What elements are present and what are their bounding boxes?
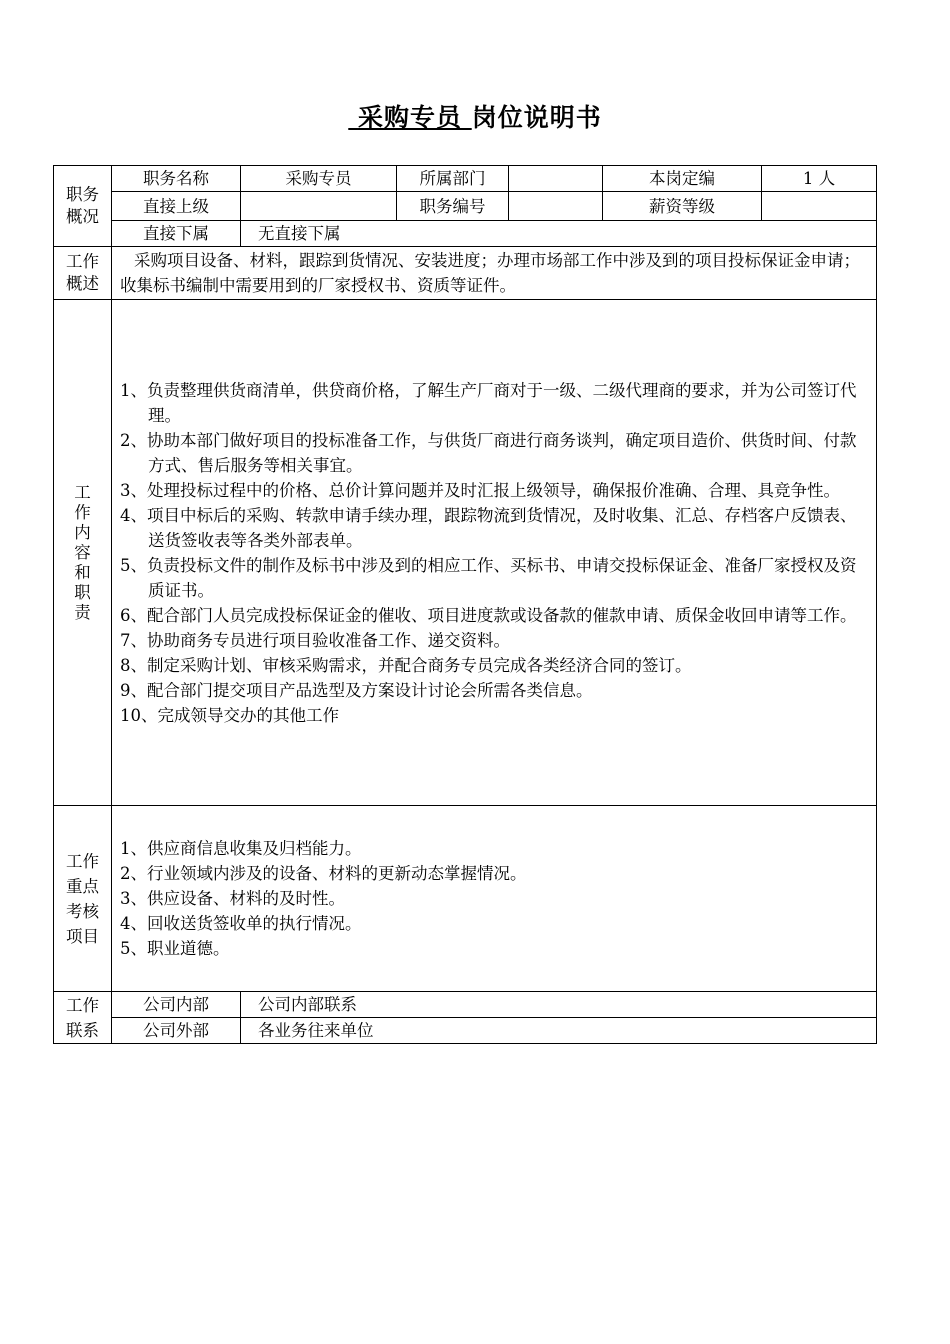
job-name-label: 职务名称 (112, 166, 241, 192)
headcount-label: 本岗定编 (603, 166, 762, 192)
salary-value (762, 192, 877, 221)
title-suffix: 岗位说明书 (471, 103, 602, 132)
internal-label: 公司内部 (112, 992, 241, 1018)
duty-item: 9、配合部门提交项目产品选型及方案设计讨论会所需各类信息。 (120, 680, 593, 700)
duty-item: 10、完成领导交办的其他工作 (120, 705, 339, 725)
internal-value: 公司内部联系 (241, 992, 877, 1018)
assessment-item: 2、行业领域内涉及的设备、材料的更新动态掌握情况。 (120, 864, 527, 883)
duty-item: 5、负责投标文件的制作及标书中涉及到的相应工作、买标书、申请交投标保证金、准备厂家授权及资质证书。 (120, 555, 857, 600)
external-value: 各业务往来单位 (241, 1018, 877, 1044)
duties-label: 工作内容和职责 (54, 300, 112, 806)
summary-text: 采购项目设备、材料，跟踪到货情况、安装进度；办理市场部工作中涉及到的项目投标保证金申请；收集标书编制中需要用到的厂家授权书、资质等证件。 (112, 247, 877, 300)
duty-item: 7、协助商务专员进行项目验收准备工作、递交资料。 (120, 630, 510, 650)
duty-item: 6、配合部门人员完成投标保证金的催收、项目进度款或设备款的催款申请、质保金收回申请等工作。 (120, 605, 857, 625)
external-label: 公司外部 (112, 1018, 241, 1044)
supervisor-label: 直接上级 (112, 192, 241, 221)
title-main: 采购专员 (357, 103, 462, 132)
assessment-item: 3、供应设备、材料的及时性。 (120, 889, 345, 908)
duty-item: 4、项目中标后的采购、转款申请手续办理，跟踪物流到货情况，及时收集、汇总、存档客户反馈表、送货签收表等各类外部表单。 (120, 505, 857, 550)
duty-item: 3、处理投标过程中的价格、总价计算问题并及时汇报上级领导，确保报价准确、合理、具竞争性。 (120, 480, 840, 500)
summary-label: 工作概述 (54, 247, 112, 300)
assessment-label: 工作重点考核项目 (54, 806, 112, 992)
headcount-value: 1 人 (762, 166, 877, 192)
assessment-list (112, 806, 877, 992)
duty-item: 8、制定采购计划、审核采购需求，并配合商务专员完成各类经济合同的签订。 (120, 655, 692, 675)
page-title (0, 98, 950, 134)
duties-list (112, 300, 877, 806)
department-value (509, 166, 603, 192)
department-label: 所属部门 (397, 166, 509, 192)
salary-label: 薪资等级 (603, 192, 762, 221)
overview-section-label: 职务概况 (54, 166, 112, 247)
relations-label: 工作联系 (54, 992, 112, 1044)
job-description-table (53, 165, 877, 1044)
job-code-value (509, 192, 603, 221)
assessment-item: 5、职业道德。 (120, 939, 230, 958)
job-code-label: 职务编号 (397, 192, 509, 221)
supervisor-value (241, 192, 397, 221)
duty-item: 2、协助本部门做好项目的投标准备工作，与供货厂商进行商务谈判，确定项目造价、供货时间、付款方式、售后服务等相关事宜。 (120, 430, 857, 475)
assessment-item: 4、回收送货签收单的执行情况。 (120, 914, 362, 933)
job-name-value: 采购专员 (241, 166, 397, 192)
subordinate-value: 无直接下属 (241, 221, 877, 247)
assessment-item: 1、供应商信息收集及归档能力。 (120, 839, 362, 858)
duty-item: 1、负责整理供货商清单，供贷商价格，了解生产厂商对于一级、二级代理商的要求，并为公司签订代理。 (120, 380, 857, 425)
subordinate-label: 直接下属 (112, 221, 241, 247)
